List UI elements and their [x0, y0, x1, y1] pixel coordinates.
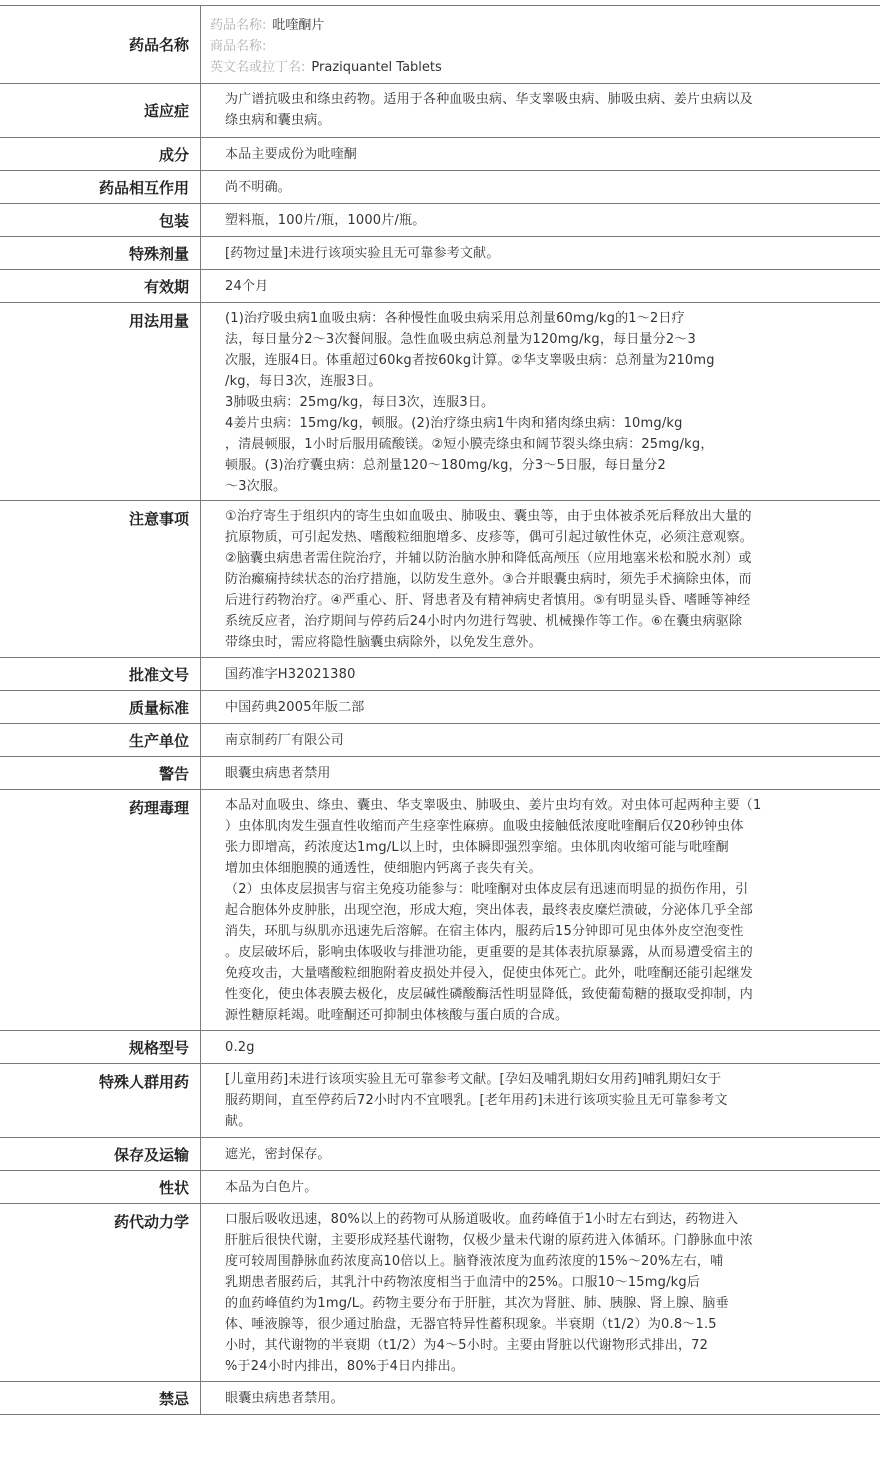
value-line: ①治疗寄生于组织内的寄生虫如血吸虫、肺吸虫、囊虫等，由于虫体被杀死后释放出大量的 [225, 509, 752, 524]
value-line: 源性糖原耗竭。吡喹酮还可抑制虫体核酸与蛋白质的合成。 [225, 1008, 569, 1023]
row-label: 用法用量 [0, 303, 201, 500]
row-value [201, 171, 880, 203]
value-line: 中国药典2005年版二部 [225, 699, 365, 715]
value-line: 度可较周围静脉血药浓度高10倍以上。脑脊液浓度为血药浓度的15%～20%左右，哺 [225, 1254, 724, 1269]
value-line: 增加虫体细胞膜的通透性，使细胞内钙离子丧失有关。 [225, 861, 542, 876]
trade-name-line [210, 36, 442, 57]
value-line: 法，每日量分2～3次餐间服。急性血吸虫病总剂量为120mg/kg，每日量分2～3 [225, 332, 696, 347]
value-line: 眼囊虫病患者禁用。 [225, 1390, 344, 1406]
value-line: 肝脏后很快代谢，主要形成羟基代谢物，仅极少量未代谢的原药进入体循环。门静脉血中浓 [225, 1233, 754, 1248]
row-value [201, 724, 880, 756]
row-value [201, 658, 880, 690]
row-label: 注意事项 [0, 501, 201, 657]
table-row [0, 171, 880, 204]
value-line: 本品对血吸虫、绦虫、囊虫、华支睾吸虫、肺吸虫、姜片虫均有效。对虫体可起两种主要（1 [225, 798, 762, 813]
table-row [0, 1171, 880, 1204]
drug-name-value: 吡喹酮片 [272, 18, 325, 33]
table-row [0, 84, 880, 138]
row-label: 药品相互作用 [0, 171, 201, 203]
row-value [201, 303, 880, 500]
value-line: ②脑囊虫病患者需住院治疗，并辅以防治脑水肿和降低高颅压（应用地塞米松和脱水剂）或 [225, 551, 752, 566]
table-row [0, 691, 880, 724]
value-line: 尚不明确。 [225, 179, 292, 195]
value-line: 24个月 [225, 278, 269, 294]
row-label: 成分 [0, 138, 201, 170]
table-row [0, 237, 880, 270]
row-label: 保存及运输 [0, 1138, 201, 1170]
value-line: %于24小时内排出，80%于4日内排出。 [225, 1359, 465, 1374]
row-value [201, 1064, 880, 1137]
value-line: 次服，连服4日。体重超过60kg者按60kg计算。②华支睾吸虫病：总剂量为210mg [225, 353, 715, 368]
value-line: ，清晨顿服，1小时后服用硫酸镁。②短小膜壳绦虫和阔节裂头绦虫病：25mg/kg， [225, 437, 714, 452]
row-label: 药品名称 [0, 6, 201, 83]
table-row [0, 658, 880, 691]
value-line: 南京制药厂有限公司 [225, 732, 344, 748]
row-value [201, 790, 880, 1030]
info-rows [0, 84, 880, 1415]
value-line: ～3次服。 [225, 479, 287, 494]
english-name-value: Praziquantel Tablets [311, 60, 442, 75]
row-value [201, 84, 880, 137]
name-block [201, 6, 442, 83]
value-line: 带绦虫时，需应将隐性脑囊虫病除外，以免发生意外。 [225, 635, 542, 650]
row-value [201, 138, 880, 170]
value-line: 。皮层破坏后，影响虫体吸收与排泄功能，更重要的是其体表抗原暴露，从而易遭受宿主的 [225, 945, 754, 960]
value-line: 起合胞体外皮肿胀，出现空泡，形成大疱，突出体表，最终表皮糜烂溃破，分泌体几乎全部 [225, 903, 754, 918]
row-value [201, 757, 880, 789]
value-line: 眼囊虫病患者禁用 [225, 765, 331, 781]
row-label: 包装 [0, 204, 201, 236]
value-line: 顿服。(3)治疗囊虫病：总剂量120～180mg/kg，分3～5日服，每日量分2 [225, 458, 666, 473]
drug-name-key: 药品名称: [210, 18, 267, 33]
value-line: 后进行药物治疗。④严重心、肝、肾患者及有精神病史者慎用。⑤有明显头昏、嗜睡等神经 [225, 593, 751, 608]
row-value [201, 1204, 880, 1381]
value-line: 服药期间，直至停药后72小时内不宜喂乳。[老年用药]未进行该项实验且无可靠参考文 [225, 1093, 728, 1108]
row-label: 药代动力学 [0, 1204, 201, 1381]
value-line: 为广谱抗吸虫和绦虫药物。适用于各种血吸虫病、华支睾吸虫病、肺吸虫病、姜片虫病以及 [225, 92, 754, 107]
table-row [0, 204, 880, 237]
row-label: 药理毒理 [0, 790, 201, 1030]
value-line: [药物过量]未进行该项实验且无可靠参考文献。 [225, 245, 500, 261]
row-value [201, 1138, 880, 1170]
table-row [0, 1031, 880, 1064]
row-value [201, 1382, 880, 1414]
table-row [0, 501, 880, 658]
value-line: 4姜片虫病：15mg/kg，顿服。(2)治疗绦虫病1牛肉和猪肉绦虫病：10mg/kg [225, 416, 683, 431]
value-line: 乳期患者服药后，其乳汁中药物浓度相当于血清中的25%。口服10～15mg/kg后 [225, 1275, 701, 1290]
row-label: 警告 [0, 757, 201, 789]
row-label: 特殊剂量 [0, 237, 201, 269]
english-name-key: 英文名或拉丁名: [210, 60, 306, 75]
value-line: ）虫体肌肉发生强直性收缩而产生痉挛性麻痹。血吸虫接触低浓度吡喹酮后仅20秒钟虫体 [225, 819, 744, 834]
value-line: 抗原物质，可引起发热、嗜酸粒细胞增多、皮疹等，偶可引起过敏性休克，必须注意观察。 [225, 530, 754, 545]
value-line: 遮光，密封保存。 [225, 1146, 331, 1162]
row-value [201, 691, 880, 723]
value-line: 塑料瓶，100片/瓶，1000片/瓶。 [225, 212, 426, 228]
row-value [201, 204, 880, 236]
value-line: 绦虫病和囊虫病。 [225, 113, 331, 128]
value-line: （2）虫体皮层损害与宿主免疫功能参与：吡喹酮对虫体皮层有迅速而明显的损伤作用，引 [225, 882, 749, 897]
row-drug-names [0, 6, 880, 84]
value-line: [儿童用药]未进行该项实验且无可靠参考文献。[孕妇及哺乳期妇女用药]哺乳期妇女于 [225, 1072, 722, 1087]
row-label: 质量标准 [0, 691, 201, 723]
row-label: 规格型号 [0, 1031, 201, 1063]
row-value [201, 237, 880, 269]
value-line: 防治癫痫持续状态的治疗措施，以防发生意外。③合并眼囊虫病时，须先手术摘除虫体，而 [225, 572, 752, 587]
value-line: 系统反应者，治疗期间与停药后24小时内勿进行驾驶、机械操作等工作。⑥在囊虫病驱除 [225, 614, 743, 629]
table-row [0, 790, 880, 1031]
row-value [201, 501, 880, 657]
value-line: (1)治疗吸虫病1血吸虫病：各种慢性血吸虫病采用总剂量60mg/kg的1～2日疗 [225, 311, 685, 326]
value-line: 张力即增高，药浓度达1mg/L以上时，虫体瞬即强烈挛缩。虫体肌肉收缩可能与吡喹酮 [225, 840, 729, 855]
table-row [0, 724, 880, 757]
value-line: 的血药峰值约为1mg/L。药物主要分布于肝脏，其次为肾脏、肺、胰腺、肾上腺、脑垂 [225, 1296, 729, 1311]
table-row [0, 270, 880, 303]
row-label: 适应症 [0, 84, 201, 137]
value-line: 免疫攻击，大量嗜酸粒细胞附着皮损处并侵入，促使虫体死亡。此外，吡喹酮还能引起继发 [225, 966, 754, 981]
table-row [0, 1138, 880, 1171]
table-row [0, 138, 880, 171]
row-label: 特殊人群用药 [0, 1064, 201, 1137]
table-row [0, 303, 880, 501]
value-line: 体、唾液腺等，很少通过胎盘，无器官特异性蓄积现象。半衰期（t1/2）为0.8～1.5 [225, 1317, 717, 1332]
table-row [0, 1382, 880, 1415]
row-value [201, 270, 880, 302]
value-line: 口服后吸收迅速，80%以上的药物可从肠道吸收。血药峰值于1小时左右到达，药物进入 [225, 1212, 739, 1227]
row-value [201, 1171, 880, 1203]
value-line: 3肺吸虫病：25mg/kg，每日3次，连服3日。 [225, 395, 495, 410]
english-name-line [210, 57, 442, 78]
table-row [0, 757, 880, 790]
row-label: 批准文号 [0, 658, 201, 690]
table-row [0, 1064, 880, 1138]
value-line: 本品为白色片。 [225, 1179, 318, 1195]
row-label: 禁忌 [0, 1382, 201, 1414]
value-line: /kg，每日3次，连服3日。 [225, 374, 382, 389]
value-line: 本品主要成份为吡喹酮 [225, 146, 358, 162]
value-line: 消失，环肌与纵肌亦迅速先后溶解。在宿主体内，服药后15分钟即可见虫体外皮空泡变性 [225, 924, 744, 939]
value-line: 国药准字H32021380 [225, 666, 356, 682]
drug-info-table [0, 5, 880, 1415]
trade-name-key: 商品名称: [210, 39, 267, 54]
table-row [0, 1204, 880, 1382]
value-line: 小时，其代谢物的半衰期（t1/2）为4～5小时。主要由肾脏以代谢物形式排出，72 [225, 1338, 709, 1353]
row-label: 有效期 [0, 270, 201, 302]
value-line: 献。 [225, 1114, 252, 1129]
value-line: 0.2g [225, 1039, 255, 1055]
row-label: 生产单位 [0, 724, 201, 756]
row-label: 性状 [0, 1171, 201, 1203]
row-value [201, 1031, 880, 1063]
value-line: 性变化，使虫体表膜去极化，皮层碱性磷酸酶活性明显降低，致使葡萄糖的摄取受抑制，内 [225, 987, 754, 1002]
drug-name-line [210, 15, 442, 36]
